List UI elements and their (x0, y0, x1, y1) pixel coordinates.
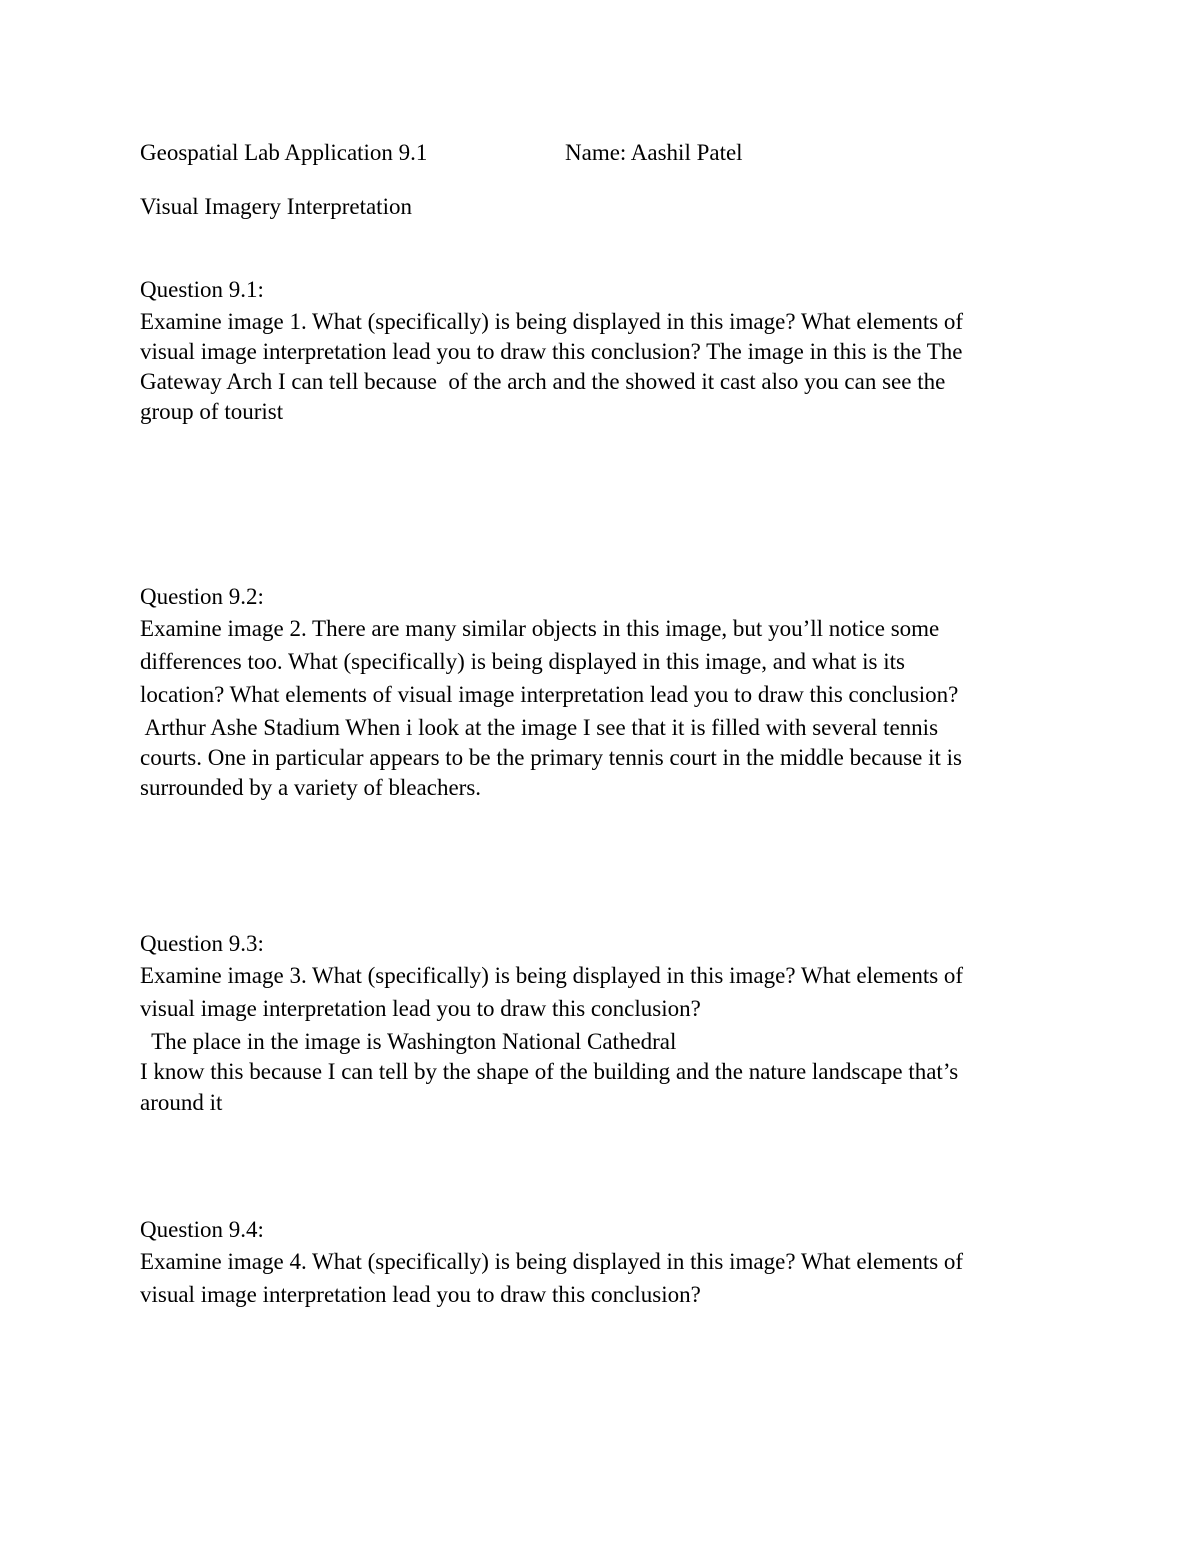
question-text-line: Examine image 2. There are many similar objects in this image, but you’ll notice some (140, 616, 940, 641)
question-text-line: location? What elements of visual image interpretation lead you to draw this conclusion? (140, 682, 959, 707)
question-text-line: Examine image 4. What (specifically) is being displayed in this image? What elements of (140, 1249, 964, 1274)
question-block-9-3 (140, 929, 1070, 1118)
answer-text-line: Gateway Arch I can tell because of the arch and the showed it cast also you can see the (140, 369, 946, 394)
question-heading: Question 9.3: (140, 931, 264, 956)
answer-text-line: Arthur Ashe Stadium When i look at the image I see that it is filled with several tennis (140, 715, 939, 740)
answer-text-line: surrounded by a variety of bleachers. (140, 775, 482, 800)
question-text-line: Examine image 1. What (specifically) is being displayed in this image? What elements of (140, 309, 964, 334)
document-subtitle: Visual Imagery Interpretation (140, 194, 412, 219)
question-heading: Question 9.2: (140, 584, 264, 609)
question-block-9-4 (140, 1215, 1070, 1310)
question-text-line: visual image interpretation lead you to draw this conclusion? (140, 1282, 701, 1307)
answer-text-line: I know this because I can tell by the shape of the building and the nature landscape that’s (140, 1059, 959, 1084)
answer-text-line: around it (140, 1090, 223, 1115)
document-title: Geospatial Lab Application 9.1 (140, 140, 428, 165)
answer-text-line: The place in the image is Washington National Cathedral (140, 1029, 677, 1054)
question-text-line: visual image interpretation lead you to draw this conclusion? (140, 996, 701, 1021)
question-block-9-1 (140, 275, 1070, 427)
answer-text-line: group of tourist (140, 399, 284, 424)
question-block-9-2 (140, 582, 1070, 803)
question-heading: Question 9.1: (140, 277, 264, 302)
question-heading: Question 9.4: (140, 1217, 264, 1242)
question-text-line: visual image interpretation lead you to draw this conclusion? The image in this is the The (140, 339, 963, 364)
question-text-line: Examine image 3. What (specifically) is being displayed in this image? What elements of (140, 963, 964, 988)
answer-text-line: courts. One in particular appears to be the primary tennis court in the middle because it is (140, 745, 962, 770)
student-name: Name: Aashil Patel (565, 140, 743, 165)
question-text-line: differences too. What (specifically) is being displayed in this image, and what is its (140, 649, 905, 674)
